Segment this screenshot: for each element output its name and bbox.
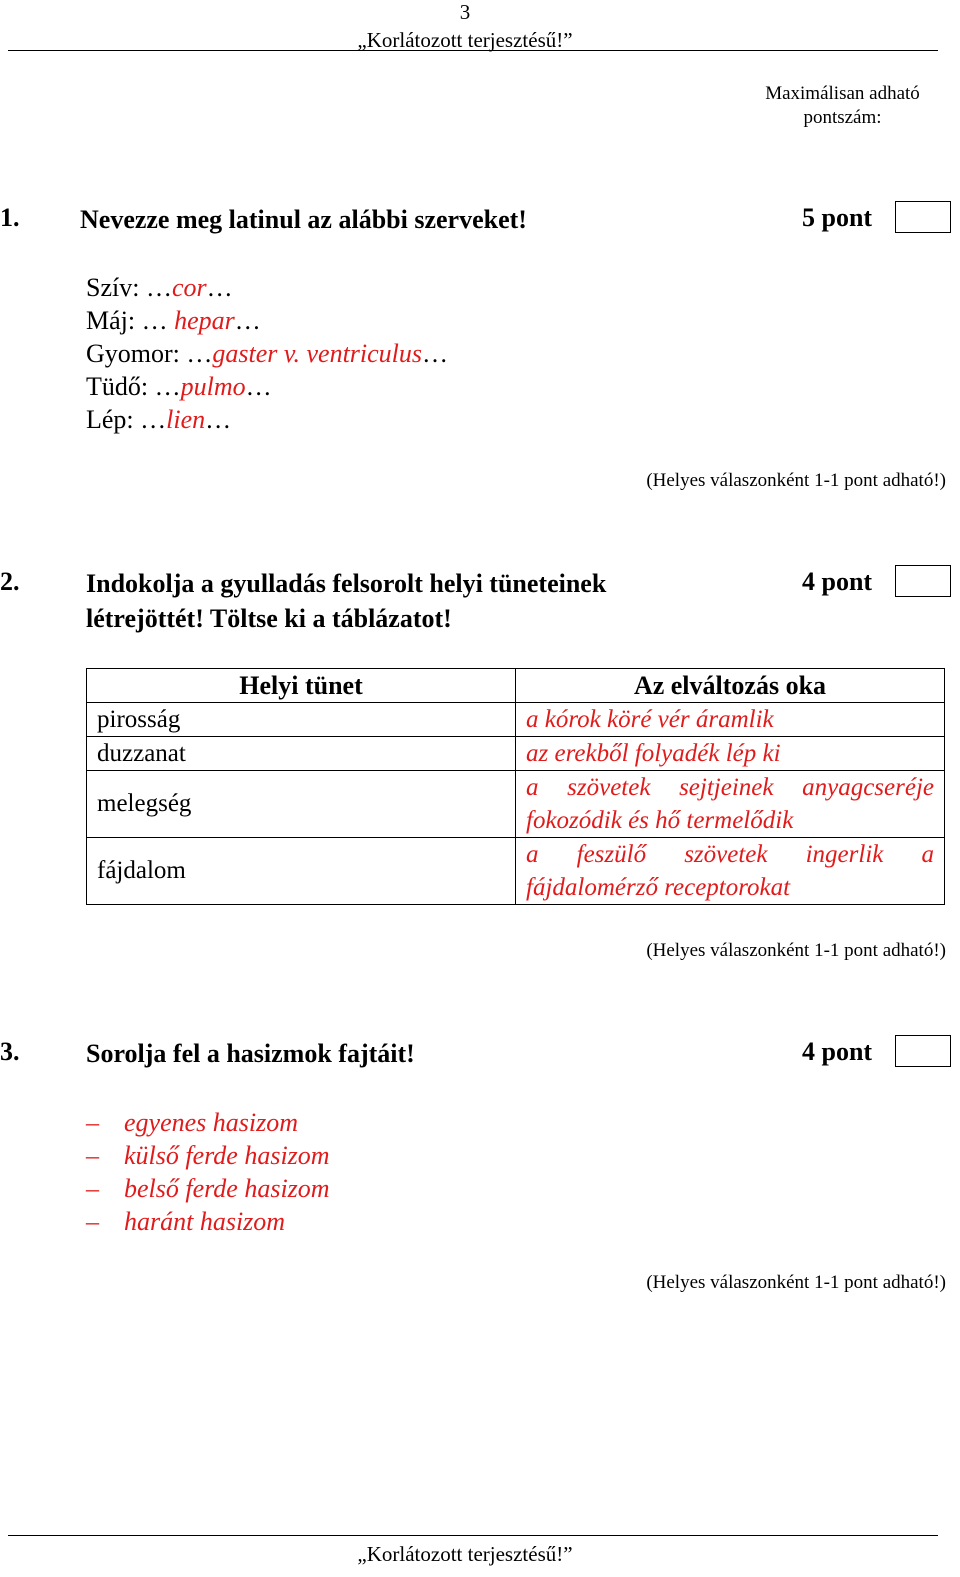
q2-number: 2. bbox=[0, 567, 20, 596]
header-cause: Az elváltozás oka bbox=[516, 669, 945, 703]
q3-answer-list bbox=[86, 1106, 330, 1238]
table-row bbox=[87, 838, 945, 905]
q1-score-box[interactable] bbox=[895, 201, 951, 233]
list-item: – egyenes hasizom bbox=[86, 1108, 299, 1137]
q2-score-box[interactable] bbox=[895, 565, 951, 597]
q1-answer-line: Szív: …cor… bbox=[86, 273, 233, 302]
footer-restriction-text: „Korlátozott terjesztésű!” bbox=[357, 1542, 573, 1566]
cause-cell: a szövetek sejtjeinek anyagcseréje fokozódik és hő termelődik bbox=[516, 771, 945, 838]
symptom-cell: duzzanat bbox=[87, 737, 516, 771]
table-row bbox=[87, 737, 945, 771]
table-row bbox=[87, 771, 945, 838]
header-restriction-text: „Korlátozott terjesztésű!” bbox=[357, 28, 573, 52]
symptom-cell: pirosság bbox=[87, 703, 516, 737]
table-row bbox=[87, 703, 945, 737]
q2-title: Indokolja a gyulladás felsorolt helyi tüneteinek létrejöttét! Töltse ki a táblázatot! bbox=[86, 569, 607, 633]
header-rule bbox=[8, 50, 938, 51]
q1-answer-line: Gyomor: …gaster v. ventriculus… bbox=[86, 339, 449, 368]
footer-rule bbox=[8, 1535, 938, 1536]
q1-title: Nevezze meg latinul az alábbi szerveket! bbox=[80, 205, 527, 234]
cause-cell: az erekből folyadék lép ki bbox=[516, 737, 945, 771]
max-points-label: Maximálisan adható pontszám: bbox=[765, 83, 920, 128]
q1-scoring-note: (Helyes válaszonként 1-1 pont adható!) bbox=[646, 470, 946, 491]
list-item: – külső ferde hasizom bbox=[86, 1141, 330, 1170]
q2-points: 4 pont bbox=[802, 567, 873, 596]
q1-answer-line: Lép: …lien… bbox=[86, 405, 232, 434]
q3-score-box[interactable] bbox=[895, 1035, 951, 1067]
q1-answer-line: Máj: … hepar… bbox=[86, 306, 261, 335]
q1-answer-line: Tüdő: …pulmo… bbox=[86, 372, 272, 401]
q1-points: 5 pont bbox=[802, 203, 873, 232]
cause-cell: a feszülő szövetek ingerlik a fájdalomérző receptorokat bbox=[516, 838, 945, 905]
q3-title: Sorolja fel a hasizmok fajtáit! bbox=[86, 1039, 415, 1068]
q2-scoring-note: (Helyes válaszonként 1-1 pont adható!) bbox=[646, 940, 946, 961]
q3-points: 4 pont bbox=[802, 1037, 873, 1066]
q3-number: 3. bbox=[0, 1037, 20, 1066]
symptom-table bbox=[86, 668, 945, 905]
q1-answer-list bbox=[86, 271, 448, 436]
list-item: – belső ferde hasizom bbox=[86, 1174, 330, 1203]
q1-number: 1. bbox=[0, 203, 20, 232]
page-number: 3 bbox=[459, 0, 471, 24]
list-item: – haránt hasizom bbox=[86, 1207, 286, 1236]
symptom-cell: fájdalom bbox=[87, 838, 516, 905]
header-symptom: Helyi tünet bbox=[87, 669, 516, 703]
q3-scoring-note: (Helyes válaszonként 1-1 pont adható!) bbox=[646, 1272, 946, 1293]
symptom-cell: melegség bbox=[87, 771, 516, 838]
cause-cell: a kórok köré vér áramlik bbox=[516, 703, 945, 737]
table-header-row bbox=[87, 669, 945, 703]
